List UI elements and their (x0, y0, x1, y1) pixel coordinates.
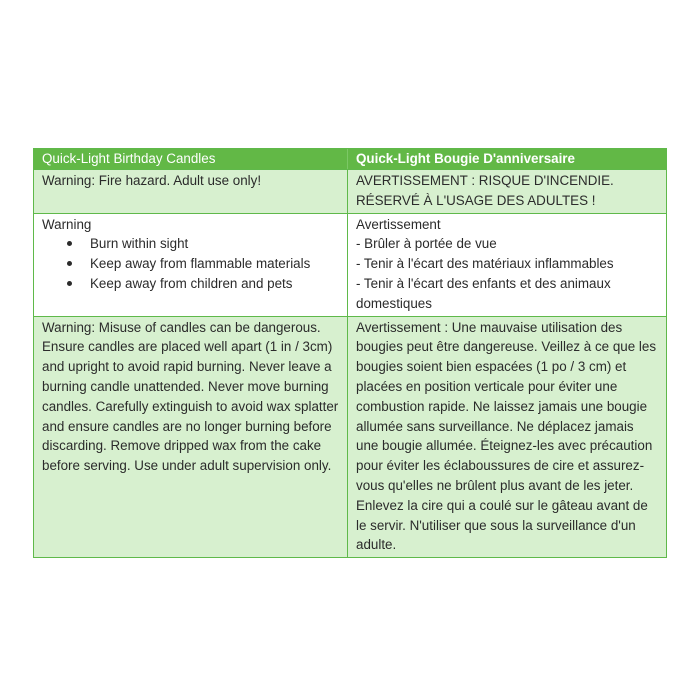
english-title: Quick-Light Birthday Candles (34, 149, 348, 169)
list-item (64, 254, 339, 274)
warning-list-row (34, 213, 666, 316)
bullet-icon (67, 261, 72, 266)
list-item-text: Burn within sight (90, 236, 189, 252)
english-warning-list (34, 214, 348, 316)
english-bullet-list (42, 234, 339, 293)
list-item: - Tenir à l'écart des matériaux inflammables (356, 256, 614, 272)
english-fire-hazard-text: Warning: Fire hazard. Adult use only! (34, 170, 348, 213)
french-misuse-warning: Avertissement : Une mauvaise utilisation des bougies peut être dangereuse. Veillez à ce que les bougies soient bien espacées (1 po / 3 cm) et placées en position verticale pour éviter une combustion rapide. Ne laissez jamais une bougie allumée sans surveillance. Ne déplacez jamais une bougie allumée. Éteignez-les avec précaution pour éviter les éclaboussures de cire et assurez-vous qu'elles ne brûlent plus avant de les jeter. Enlevez la cire qui a coulé sur le gâteau avant de le servir. N'utiliser que sous la surveillance d'un adulte. (356, 319, 657, 553)
french-warning-heading: Avertissement (356, 216, 441, 232)
list-item (64, 234, 339, 254)
list-item: - Brûler à portée de vue (356, 236, 497, 252)
english-misuse-warning: Warning: Misuse of candles can be dangerous. Ensure candles are placed well apart (1 in / 3cm) and upright to avoid rapid burning. Never leave a burning candle unattended. Never move burning candles. Carefully extinguish to avoid wax splatter and ensure candles are no longer burning before discarding. Remove dripped wax from the cake before serving. Use under adult supervision only. (34, 317, 348, 558)
french-fire-hazard-text (348, 170, 666, 213)
bullet-icon (67, 281, 72, 286)
list-item-text: Keep away from flammable materials (90, 256, 311, 272)
french-warning-list (348, 214, 666, 316)
english-warning-heading: Warning (42, 216, 92, 232)
bullet-icon (67, 241, 72, 246)
list-item: - Tenir à l'écart des enfants et des animaux domestiques (356, 275, 611, 311)
list-item-text: Keep away from children and pets (90, 275, 293, 291)
fire-hazard-row (34, 169, 666, 213)
candle-warning-table (33, 148, 667, 558)
misuse-warning-row (34, 316, 666, 558)
list-item (64, 274, 339, 294)
french-fire-hazard-line-2: RÉSERVÉ À L'USAGE DES ADULTES ! (356, 192, 596, 208)
french-fire-hazard-line-1: AVERTISSEMENT : RISQUE D'INCENDIE. (356, 173, 614, 188)
french-title: Quick-Light Bougie D'anniversaire (356, 151, 575, 166)
table-header-row (34, 149, 666, 169)
